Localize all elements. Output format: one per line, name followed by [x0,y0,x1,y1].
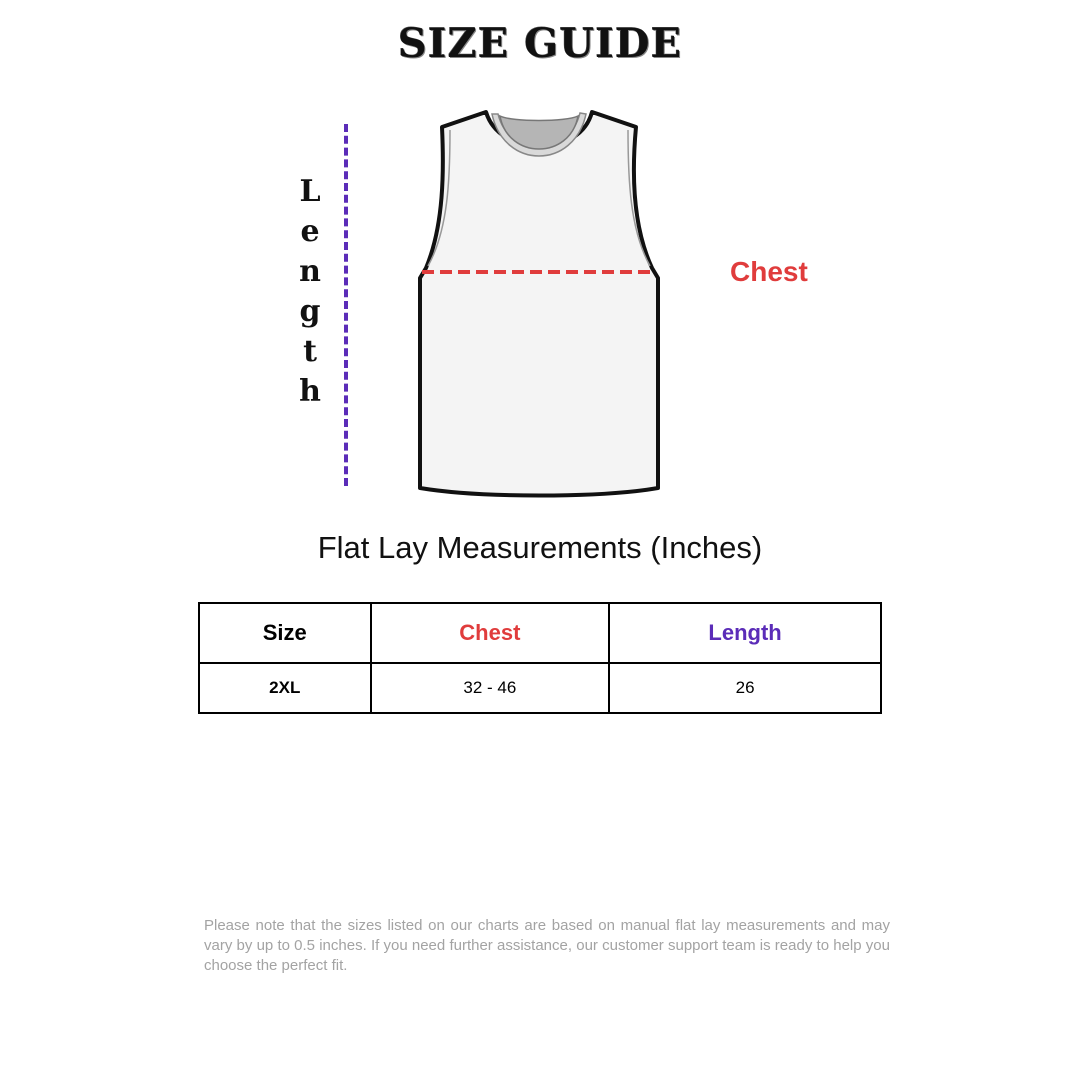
length-letter: t [303,334,317,369]
column-header-size: Size [199,603,371,663]
page-title: SIZE GUIDE [397,20,683,67]
table-header-row [199,603,881,663]
cell-length: 26 [609,663,881,713]
length-vertical-label [290,172,330,412]
disclaimer-note: Please note that the sizes listed on our charts are based on manual flat lay measurements and may vary by up to 0.5 inches. If you need further assistance, our customer support team is ready to help you choose the perfect fit. [204,917,890,974]
tank-top-illustration [400,100,680,510]
length-letter: L [299,174,321,209]
measurements-title: Flat Lay Measurements (Inches) [317,530,763,565]
length-measure-line [344,124,348,486]
length-letter: n [299,254,321,289]
column-header-length: Length [609,603,881,663]
length-letter: e [300,214,320,249]
tank-top-body [420,112,658,496]
length-letter: h [299,374,321,409]
cell-chest: 32 - 46 [371,663,610,713]
length-letter: g [299,294,321,329]
cell-size: 2XL [199,663,371,713]
size-table [198,602,882,714]
column-header-chest: Chest [371,603,610,663]
chest-label: Chest [730,256,808,287]
table-row [199,663,881,713]
